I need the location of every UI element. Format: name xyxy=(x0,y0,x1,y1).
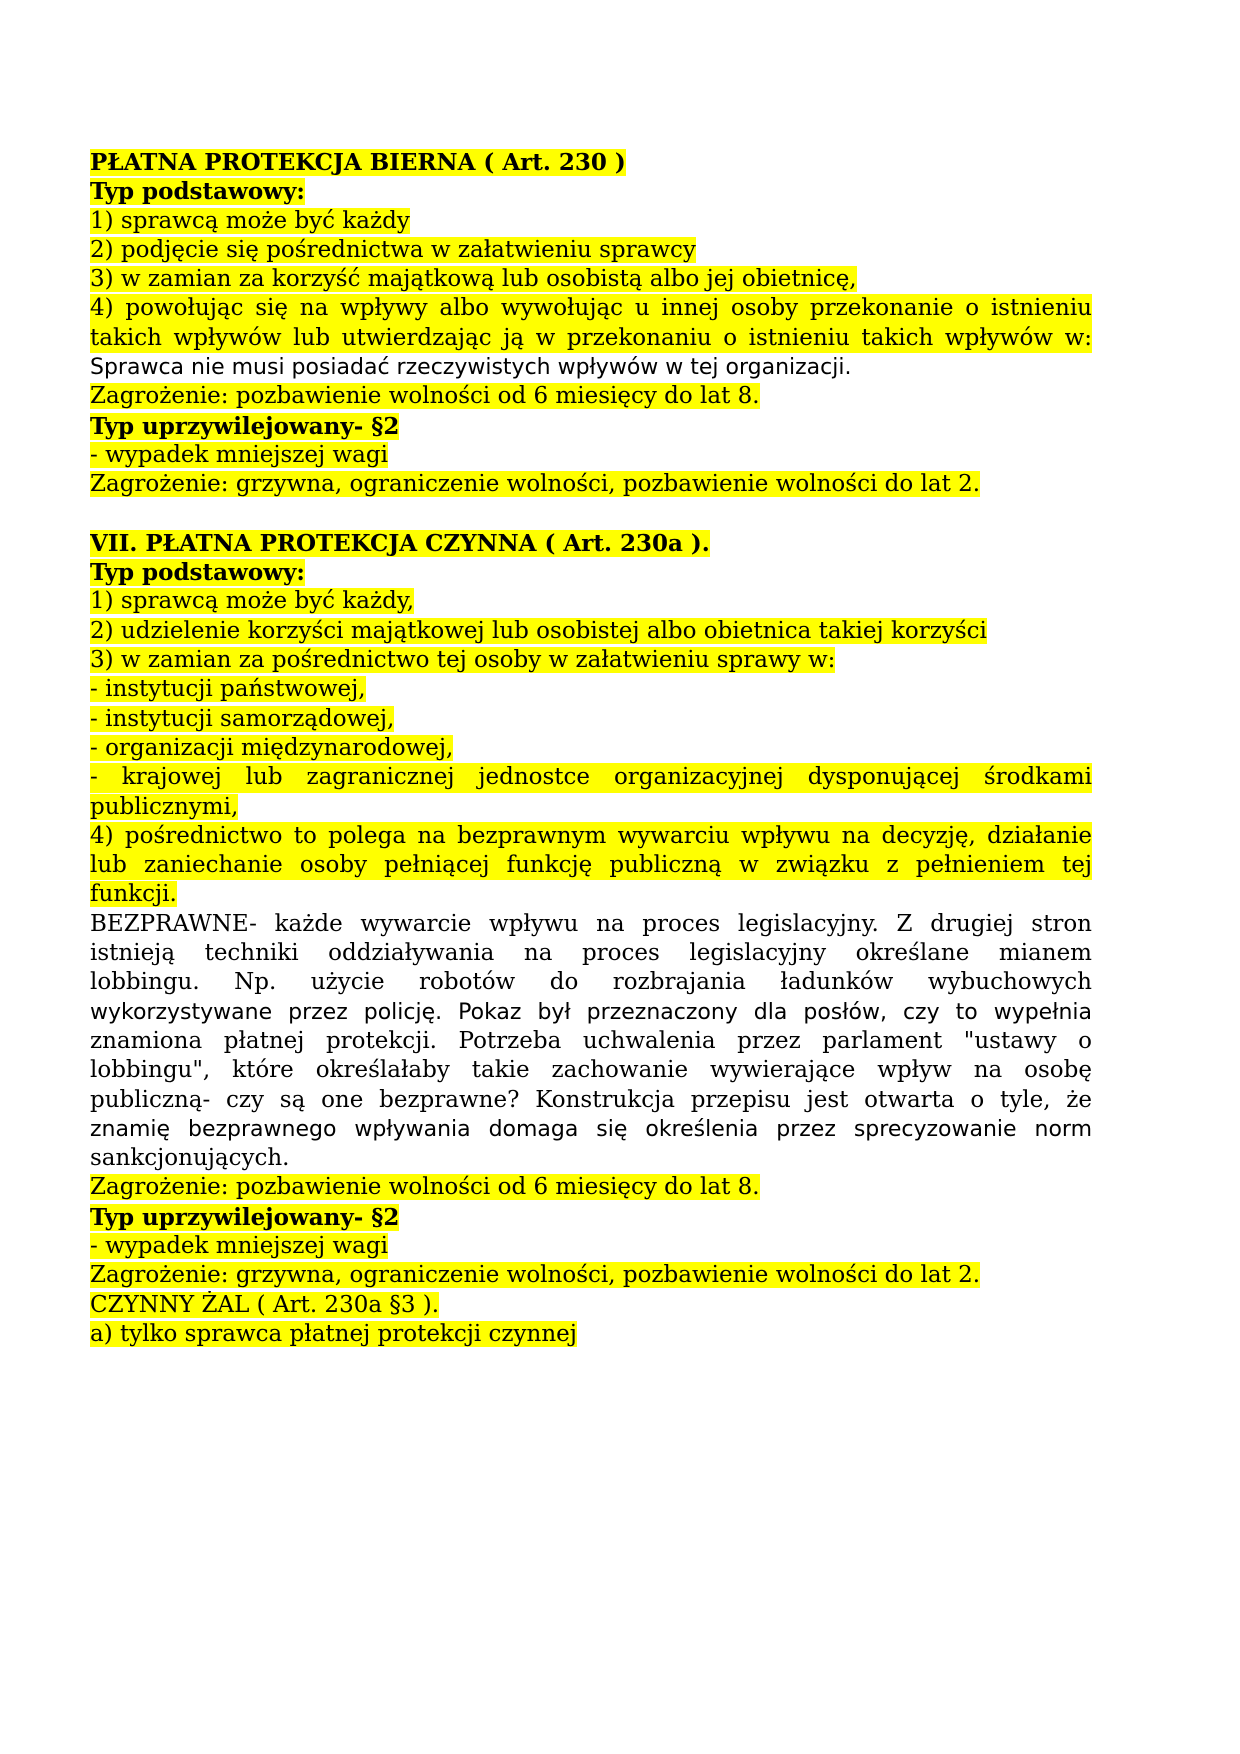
section-title-text: VII. PŁATNA PROTEKCJA CZYNNA ( Art. 230a ). xyxy=(90,529,710,557)
list-item xyxy=(90,705,1092,734)
list-item xyxy=(90,793,1092,822)
list-item-text: 2) podjęcie się pośrednictwa w załatwieniu sprawcy xyxy=(90,236,696,263)
list-item xyxy=(90,207,1092,236)
privileged-heading xyxy=(90,1203,1092,1232)
privileged-penalty xyxy=(90,470,1092,499)
list-item-text: 3) w zamian za korzyść majątkową lub osobistą albo jej obietnicę, xyxy=(90,266,857,293)
list-item xyxy=(90,880,1092,909)
list-item: 4) powołując się na wpływy albo wywołując u innej osoby przekonanie o istnieniu xyxy=(90,294,1092,323)
list-item-text: - instytucji samorządowej, xyxy=(90,705,395,732)
list-item: takich wpływów lub utwierdzając ją w przekonaniu o istnieniu takich wpływów w: xyxy=(90,324,1092,353)
list-item xyxy=(90,734,1092,763)
penalty-text-span: Zagrożenie: pozbawienie wolności od 6 miesięcy do lat 8. xyxy=(90,1174,760,1201)
list-item xyxy=(90,617,1092,646)
document-page xyxy=(90,148,1092,1349)
list-item-text: - organizacji międzynarodowej, xyxy=(90,734,454,761)
explanation-line: lobbingu. Np. użycie robotów do rozbrajania ładunków wybuchowych xyxy=(90,969,1092,996)
privileged-penalty-text: Zagrożenie: grzywna, ograniczenie wolności, pozbawienie wolności do lat 2. xyxy=(90,471,981,498)
list-item: - krajowej lub zagranicznej jednostce organizacyjnej dysponującej środkami xyxy=(90,763,1092,792)
list-item-text: publicznymi, xyxy=(90,793,239,820)
note-text: Sprawca nie musi posiadać rzeczywistych wpływów w tej organizacji. xyxy=(90,355,852,381)
section-title xyxy=(90,148,1092,177)
penalty-text-span: Zagrożenie: pozbawienie wolności od 6 miesięcy do lat 8. xyxy=(90,383,760,410)
list-item-text: 1) sprawcą może być każdy, xyxy=(90,588,415,615)
explanation-line: publiczną- czy są one bezprawne? Konstrukcja przepisu jest otwarta o tyle, że xyxy=(90,1086,1092,1113)
active-remorse-item-text: a) tylko sprawca płatnej protekcji czynnej xyxy=(90,1320,577,1347)
explanation-line: znamiona płatnej protekcji. Potrzeba uchwalenia przez parlament "ustawy o xyxy=(90,1027,1092,1054)
explanation-line: znamię bezprawnego wpływania domaga się określenia przez sprecyzowanie norm xyxy=(90,1116,1092,1142)
active-remorse-item xyxy=(90,1320,1092,1349)
list-item: 4) pośrednictwo to polega na bezprawnym wywarciu wpływu na decyzję, działanie xyxy=(90,822,1092,851)
privileged-heading xyxy=(90,412,1092,441)
explanation-line: BEZPRAWNE- każde wywarcie wpływu na proces legislacyjny. Z drugiej stron xyxy=(90,910,1092,937)
privileged-heading-text: Typ uprzywilejowany- §2 xyxy=(90,1203,400,1231)
explanation-line: istnieją techniki oddziaływania na proces legislacyjny określane mianem xyxy=(90,940,1092,967)
list-item-text: 1) sprawcą może być każdy xyxy=(90,207,410,234)
active-remorse-heading xyxy=(90,1291,1092,1320)
basic-type-heading xyxy=(90,177,1092,206)
explanation-line: lobbingu", które określałaby takie zachowanie wywierające wpływ na osobę xyxy=(90,1057,1092,1084)
privileged-item-text: - wypadek mniejszej wagi xyxy=(90,441,388,468)
list-item xyxy=(90,236,1092,265)
list-item xyxy=(90,675,1092,704)
privileged-item xyxy=(90,441,1092,470)
explanation-line: wykorzystywane przez policję. Pokaz był przeznaczony dla posłów, czy to wypełnia xyxy=(90,999,1092,1025)
explanation-line: sankcjonujących. xyxy=(90,1145,290,1172)
privileged-penalty xyxy=(90,1261,1092,1290)
list-item-text: 3) w zamian za pośrednictwo tej osoby w załatwieniu sprawy w: xyxy=(90,647,836,674)
active-remorse-text: CZYNNY ŻAL ( Art. 230a §3 ). xyxy=(90,1291,440,1318)
basic-type-heading-text: Typ podstawowy: xyxy=(90,559,305,587)
section-title-text: PŁATNA PROTEKCJA BIERNA ( Art. 230 ) xyxy=(90,149,626,176)
penalty-text xyxy=(90,1173,1092,1202)
penalty-text xyxy=(90,382,1092,411)
basic-type-heading-text: Typ podstawowy: xyxy=(90,178,305,206)
privileged-item xyxy=(90,1232,1092,1261)
basic-type-heading xyxy=(90,558,1092,587)
list-item xyxy=(90,265,1092,294)
privileged-heading-text: Typ uprzywilejowany- §2 xyxy=(90,412,400,440)
privileged-item-text: - wypadek mniejszej wagi xyxy=(90,1232,388,1259)
list-item-text: 2) udzielenie korzyści majątkowej lub osobistej albo obietnica takiej korzyści xyxy=(90,617,987,644)
list-item: lub zaniechanie osoby pełniącej funkcję publiczną w związku z pełnieniem tej xyxy=(90,851,1092,880)
list-item xyxy=(90,587,1092,616)
section-title xyxy=(90,529,1092,558)
privileged-penalty-text: Zagrożenie: grzywna, ograniczenie wolności, pozbawienie wolności do lat 2. xyxy=(90,1262,981,1289)
section-spacer xyxy=(90,500,1092,529)
list-item-text: funkcji. xyxy=(90,881,177,908)
list-item-text: - instytucji państwowej, xyxy=(90,676,366,703)
list-item xyxy=(90,646,1092,675)
